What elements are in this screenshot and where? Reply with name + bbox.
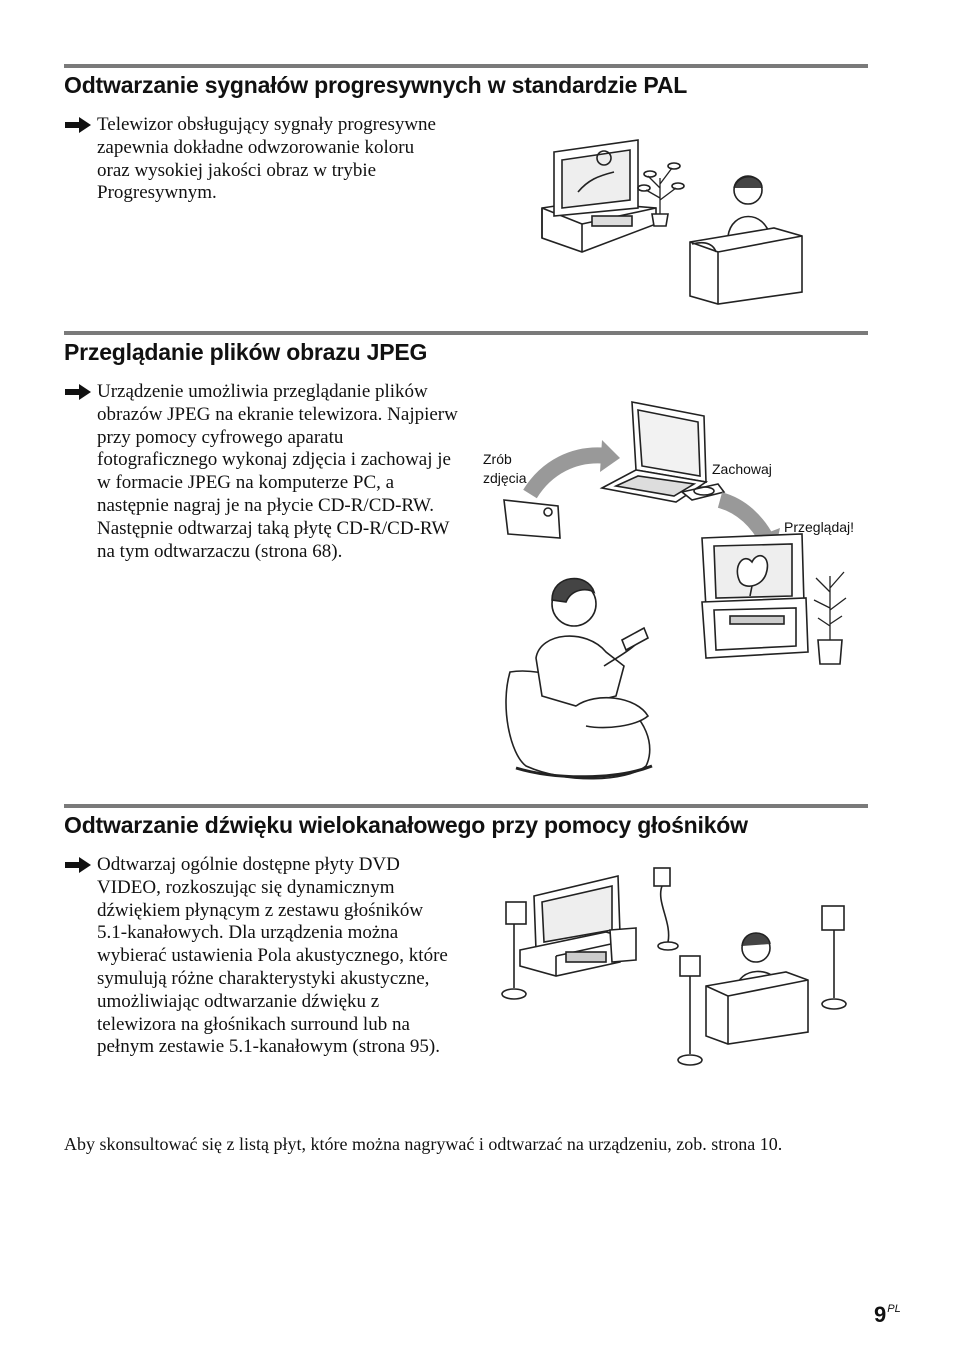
caption-save: Zachowaj (712, 461, 772, 477)
section-title: Przeglądanie plików obrazu JPEG (64, 339, 428, 365)
section-title: Odtwarzanie dźwięku wielokanałowego przy pomocy głośników (64, 812, 748, 838)
speaker-setup-illustration (496, 862, 862, 1074)
section-rule (64, 804, 868, 808)
bullet-text: Odtwarzaj ogólnie dostępne płyty DVD VIDEO, rozkoszując się dynamicznym dźwiękiem płynącym z zestawu głośników 5.1-kanałowych. Dla urządzenia można wybierać ustawienia Pola akustycznego, które symulują różne charakterystyki akustyczne, umożliwiając odtwarzanie dźwięku z telewizora na głośnikach surround lub na pełnym zestawie 5.1-kanałowym (strona 95). (97, 854, 448, 1058)
arrow-right-icon (64, 115, 92, 135)
bullet-paragraph (64, 854, 449, 1059)
jpeg-workflow-illustration (496, 396, 868, 786)
arrow-right-icon (64, 382, 92, 402)
tv-viewer-illustration (538, 128, 810, 306)
section-title: Odtwarzanie sygnałów progresywnych w standardzie PAL (64, 72, 688, 98)
section-progressive (64, 64, 868, 100)
page-lang: PL (887, 1303, 901, 1315)
bullet-paragraph (64, 114, 444, 205)
section-rule (64, 331, 868, 335)
page-number-value: 9 (874, 1302, 887, 1327)
caption-view: Przeglądaj! (784, 519, 855, 535)
footnote: Aby skonsultować się z listą płyt, które można nagrywać i odtwarzać na urządzeniu, zob. strona 10. (64, 1134, 783, 1154)
bullet-paragraph (64, 381, 459, 563)
section-jpeg (64, 331, 868, 367)
bullet-text: Urządzenie umożliwia przeglądanie plików obrazów JPEG na ekranie telewizora. Najpierw przy pomocy cyfrowego aparatu fotograficznego wykonaj zdjęcia i zachowaj je w formacie JPEG na komputerze PC, a następnie nagraj je na płycie CD-R/CD-RW. Następnie odtwarzaj taką płytę CD-R/CD-RW na tym odtwarzaczu (strona 68). (97, 381, 458, 562)
page-number (874, 1302, 901, 1328)
caption-take-photo: Zrób zdjęcia (483, 451, 527, 486)
arrow-right-icon (64, 855, 92, 875)
section-rule (64, 64, 868, 68)
bullet-text: Telewizor obsługujący sygnały progresywne zapewnia dokładne odwzorowanie koloru oraz wysokiej jakości obraz w trybie Progresywnym. (97, 114, 436, 204)
section-multichannel (64, 804, 868, 840)
